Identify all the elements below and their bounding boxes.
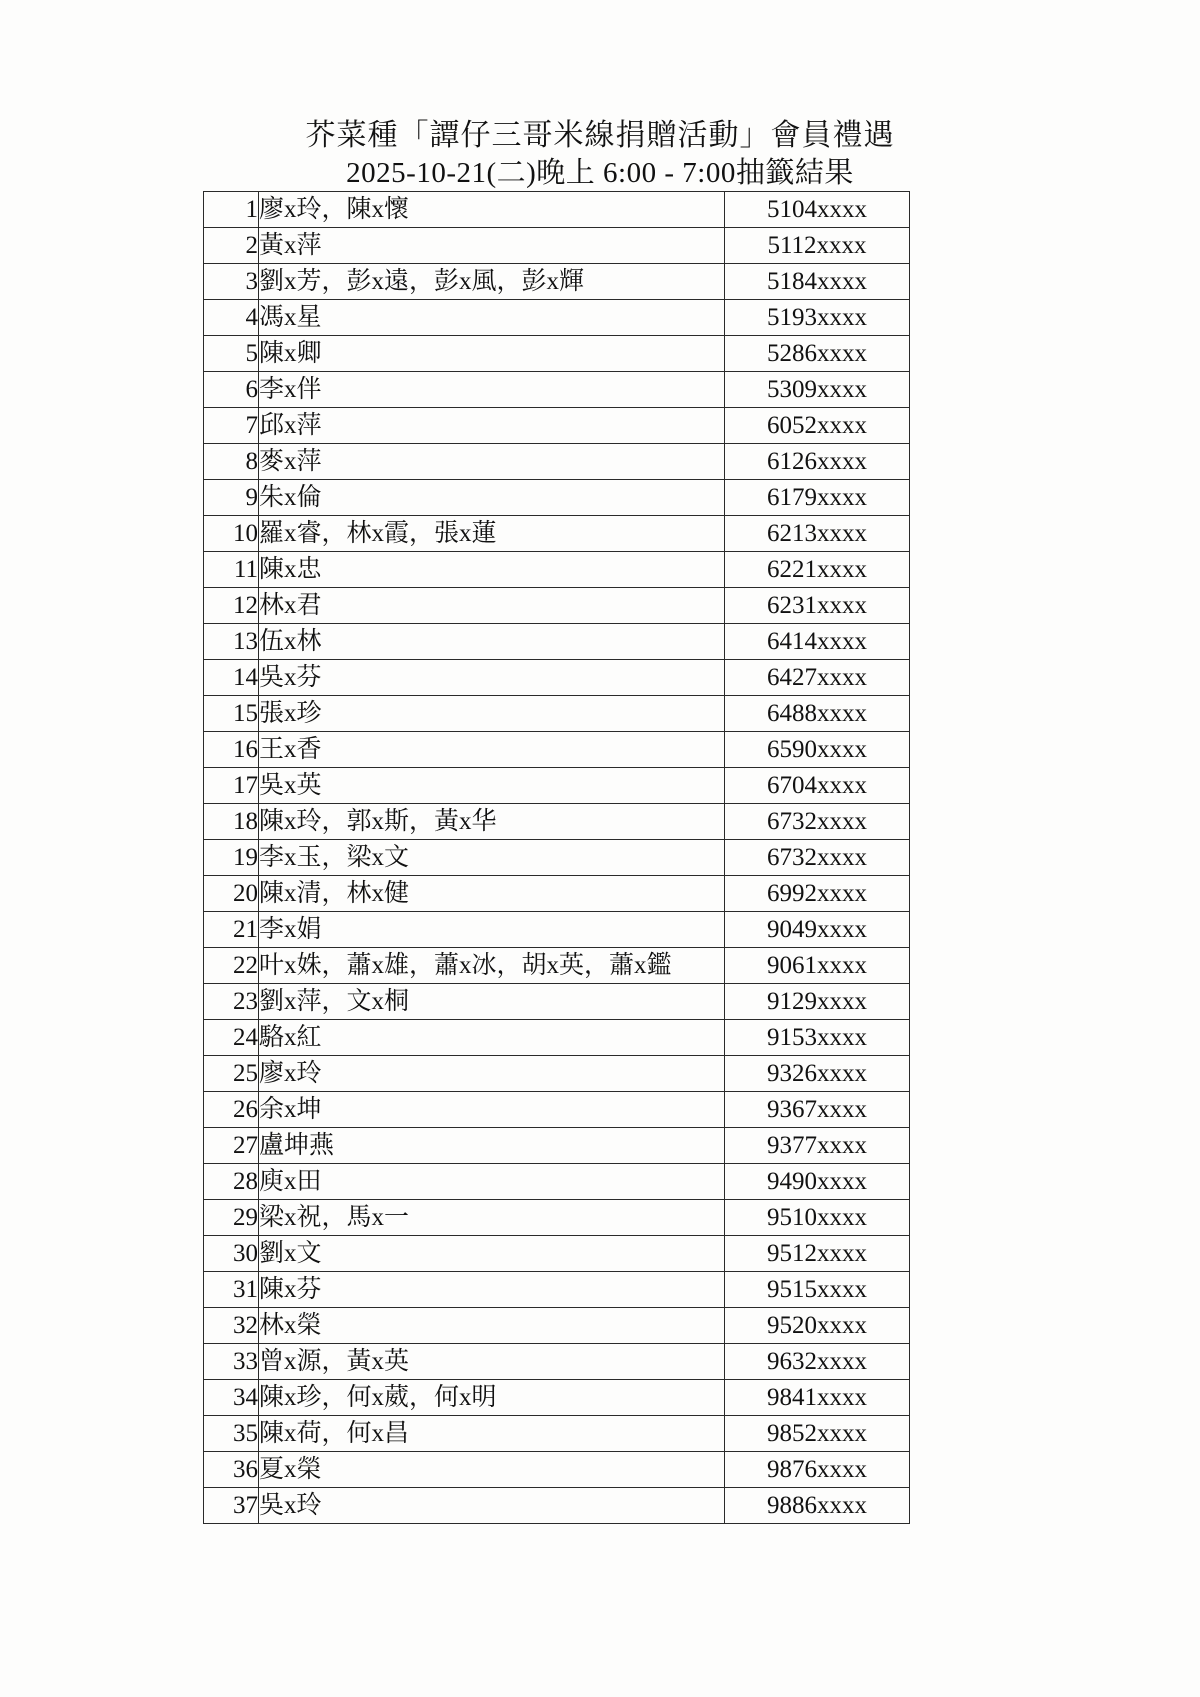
row-number: 24 — [204, 1020, 259, 1056]
table-row — [204, 516, 910, 552]
row-names: 庾x田 — [259, 1164, 725, 1200]
row-phone: 9326xxxx — [725, 1056, 910, 1092]
table-row — [204, 264, 910, 300]
row-number: 15 — [204, 696, 259, 732]
row-number: 11 — [204, 552, 259, 588]
row-number: 36 — [204, 1452, 259, 1488]
row-phone: 6052xxxx — [725, 408, 910, 444]
row-names: 劉x文 — [259, 1236, 725, 1272]
row-phone: 9490xxxx — [725, 1164, 910, 1200]
row-names: 麥x萍 — [259, 444, 725, 480]
table-row — [204, 948, 910, 984]
table-row — [204, 1020, 910, 1056]
row-number: 12 — [204, 588, 259, 624]
row-number: 13 — [204, 624, 259, 660]
row-names: 陳x荷，何x昌 — [259, 1416, 725, 1452]
row-names: 林x君 — [259, 588, 725, 624]
row-number: 4 — [204, 300, 259, 336]
row-names: 羅x睿，林x霞，張x蓮 — [259, 516, 725, 552]
row-phone: 5309xxxx — [725, 372, 910, 408]
row-names: 梁x祝，馬x一 — [259, 1200, 725, 1236]
table-row — [204, 1200, 910, 1236]
row-number: 26 — [204, 1092, 259, 1128]
table-row — [204, 1488, 910, 1524]
row-phone: 9061xxxx — [725, 948, 910, 984]
row-phone: 9153xxxx — [725, 1020, 910, 1056]
table-row — [204, 732, 910, 768]
row-number: 30 — [204, 1236, 259, 1272]
table-row — [204, 444, 910, 480]
row-phone: 9049xxxx — [725, 912, 910, 948]
row-number: 31 — [204, 1272, 259, 1308]
row-phone: 5193xxxx — [725, 300, 910, 336]
row-phone: 9886xxxx — [725, 1488, 910, 1524]
draw-datetime-subtitle: 2025-10-21(二)晚上 6:00 - 7:00抽籤結果 — [346, 157, 854, 189]
row-names: 劉x芳，彭x遠，彭x風，彭x輝 — [259, 264, 725, 300]
row-number: 19 — [204, 840, 259, 876]
row-names: 王x香 — [259, 732, 725, 768]
row-names: 盧坤燕 — [259, 1128, 725, 1164]
row-phone: 6221xxxx — [725, 552, 910, 588]
table-row — [204, 552, 910, 588]
table-row — [204, 228, 910, 264]
row-phone: 9841xxxx — [725, 1380, 910, 1416]
row-number: 9 — [204, 480, 259, 516]
row-names: 邱x萍 — [259, 408, 725, 444]
table-row — [204, 372, 910, 408]
row-phone: 9129xxxx — [725, 984, 910, 1020]
row-number: 35 — [204, 1416, 259, 1452]
row-phone: 9377xxxx — [725, 1128, 910, 1164]
row-names: 吳x英 — [259, 768, 725, 804]
row-phone: 5112xxxx — [725, 228, 910, 264]
table-row — [204, 1164, 910, 1200]
row-names: 廖x玲，陳x懷 — [259, 192, 725, 228]
table-row — [204, 624, 910, 660]
row-number: 8 — [204, 444, 259, 480]
row-phone: 6732xxxx — [725, 804, 910, 840]
row-names: 夏x榮 — [259, 1452, 725, 1488]
row-number: 25 — [204, 1056, 259, 1092]
table-row — [204, 1236, 910, 1272]
table-row — [204, 876, 910, 912]
row-number: 37 — [204, 1488, 259, 1524]
row-number: 28 — [204, 1164, 259, 1200]
table-row — [204, 984, 910, 1020]
row-names: 李x玉，梁x文 — [259, 840, 725, 876]
row-number: 34 — [204, 1380, 259, 1416]
table-row — [204, 660, 910, 696]
row-names: 朱x倫 — [259, 480, 725, 516]
row-number: 33 — [204, 1344, 259, 1380]
document-title: 芥菜種「譚仔三哥米線捐贈活動」會員禮遇 — [305, 119, 895, 152]
table-row — [204, 480, 910, 516]
row-phone: 6231xxxx — [725, 588, 910, 624]
table-row — [204, 1128, 910, 1164]
table-row — [204, 912, 910, 948]
row-names: 陳x忠 — [259, 552, 725, 588]
row-phone: 6179xxxx — [725, 480, 910, 516]
row-number: 5 — [204, 336, 259, 372]
draw-results-table — [203, 191, 910, 1524]
row-number: 3 — [204, 264, 259, 300]
row-names: 陳x芬 — [259, 1272, 725, 1308]
results-table-body — [204, 192, 910, 1524]
row-number: 27 — [204, 1128, 259, 1164]
row-names: 廖x玲 — [259, 1056, 725, 1092]
row-phone: 5104xxxx — [725, 192, 910, 228]
row-number: 17 — [204, 768, 259, 804]
row-number: 16 — [204, 732, 259, 768]
row-names: 吳x玲 — [259, 1488, 725, 1524]
row-number: 22 — [204, 948, 259, 984]
row-names: 伍x林 — [259, 624, 725, 660]
row-names: 李x伴 — [259, 372, 725, 408]
row-names: 叶x姝，蕭x雄，蕭x冰，胡x英，蕭x鑑 — [259, 948, 725, 984]
row-phone: 9876xxxx — [725, 1452, 910, 1488]
row-phone: 5286xxxx — [725, 336, 910, 372]
row-names: 陳x卿 — [259, 336, 725, 372]
row-phone: 6427xxxx — [725, 660, 910, 696]
row-number: 6 — [204, 372, 259, 408]
row-number: 7 — [204, 408, 259, 444]
row-number: 21 — [204, 912, 259, 948]
row-names: 陳x珍，何x葳，何x明 — [259, 1380, 725, 1416]
row-number: 32 — [204, 1308, 259, 1344]
row-names: 駱x紅 — [259, 1020, 725, 1056]
table-row — [204, 336, 910, 372]
row-phone: 9515xxxx — [725, 1272, 910, 1308]
row-number: 2 — [204, 228, 259, 264]
table-row — [204, 408, 910, 444]
row-phone: 9520xxxx — [725, 1308, 910, 1344]
row-phone: 6590xxxx — [725, 732, 910, 768]
row-names: 曾x源，黃x英 — [259, 1344, 725, 1380]
table-row — [204, 1272, 910, 1308]
row-names: 林x榮 — [259, 1308, 725, 1344]
table-row — [204, 588, 910, 624]
row-phone: 5184xxxx — [725, 264, 910, 300]
table-row — [204, 840, 910, 876]
row-phone: 6126xxxx — [725, 444, 910, 480]
row-names: 陳x清，林x健 — [259, 876, 725, 912]
table-row — [204, 1092, 910, 1128]
row-number: 18 — [204, 804, 259, 840]
row-phone: 6414xxxx — [725, 624, 910, 660]
row-number: 1 — [204, 192, 259, 228]
row-number: 23 — [204, 984, 259, 1020]
row-phone: 9367xxxx — [725, 1092, 910, 1128]
row-phone: 6992xxxx — [725, 876, 910, 912]
row-names: 張x珍 — [259, 696, 725, 732]
row-phone: 6732xxxx — [725, 840, 910, 876]
row-names: 李x娟 — [259, 912, 725, 948]
table-row — [204, 768, 910, 804]
row-phone: 6213xxxx — [725, 516, 910, 552]
table-row — [204, 696, 910, 732]
table-row — [204, 1452, 910, 1488]
row-names: 馮x星 — [259, 300, 725, 336]
row-names: 黃x萍 — [259, 228, 725, 264]
row-names: 劉x萍，文x桐 — [259, 984, 725, 1020]
row-number: 29 — [204, 1200, 259, 1236]
table-row — [204, 1380, 910, 1416]
row-phone: 6488xxxx — [725, 696, 910, 732]
row-phone: 9852xxxx — [725, 1416, 910, 1452]
table-row — [204, 300, 910, 336]
row-number: 20 — [204, 876, 259, 912]
row-phone: 9512xxxx — [725, 1236, 910, 1272]
row-number: 10 — [204, 516, 259, 552]
document-header — [0, 117, 1200, 191]
row-names: 余x坤 — [259, 1092, 725, 1128]
table-row — [204, 1344, 910, 1380]
row-phone: 6704xxxx — [725, 768, 910, 804]
row-phone: 9510xxxx — [725, 1200, 910, 1236]
row-number: 14 — [204, 660, 259, 696]
table-row — [204, 1056, 910, 1092]
row-names: 吳x芬 — [259, 660, 725, 696]
row-names: 陳x玲，郭x斯，黃x华 — [259, 804, 725, 840]
table-row — [204, 1416, 910, 1452]
table-row — [204, 192, 910, 228]
table-row — [204, 804, 910, 840]
row-phone: 9632xxxx — [725, 1344, 910, 1380]
table-row — [204, 1308, 910, 1344]
